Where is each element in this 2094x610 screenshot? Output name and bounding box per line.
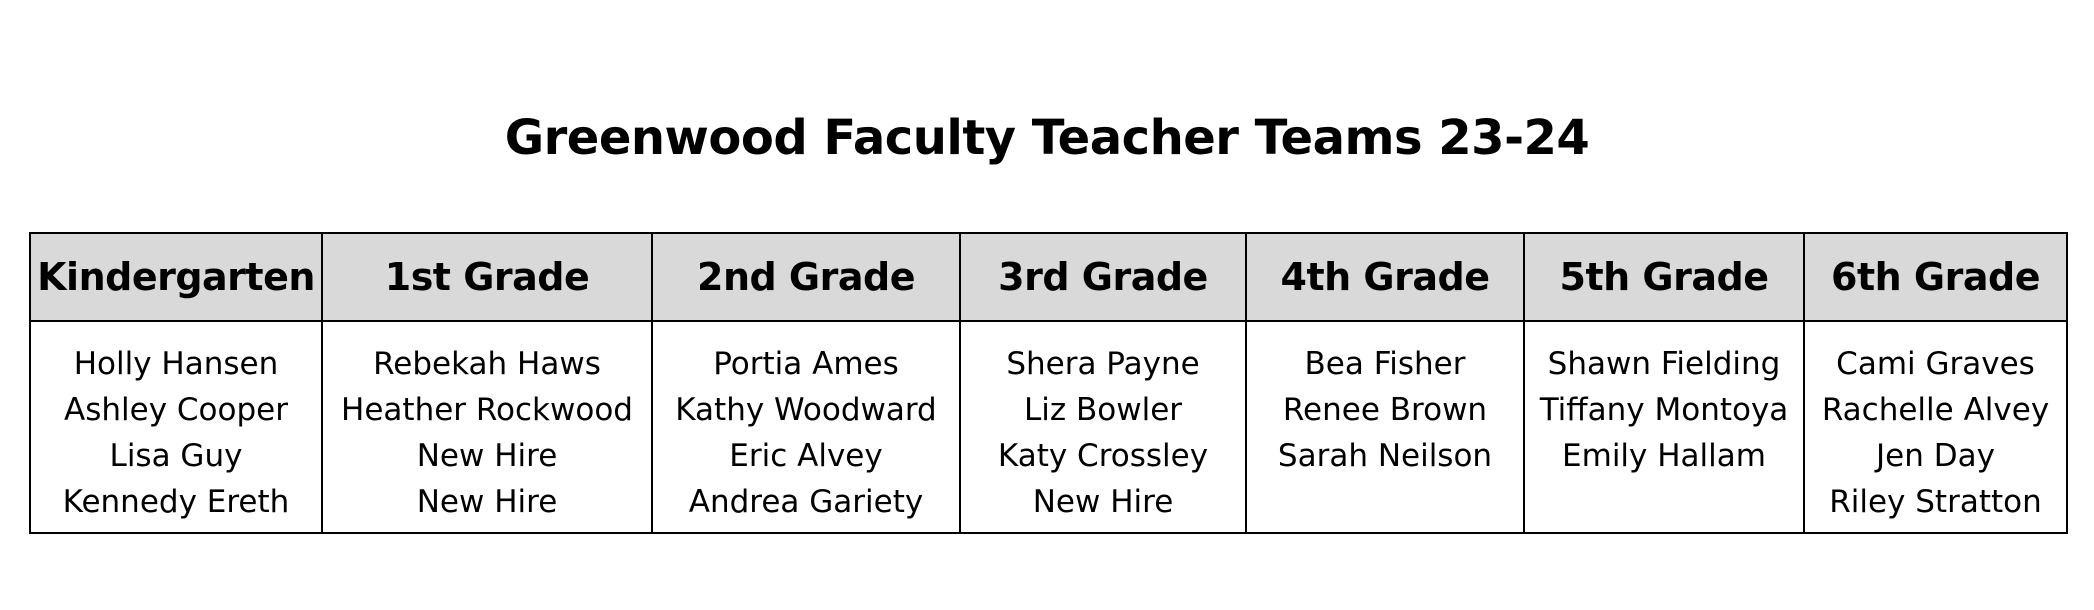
teacher-name: Andrea Gariety [688,484,924,520]
teacher-list-cell [960,321,1246,533]
teacher-list-cell [322,321,652,533]
teacher-name: Shera Payne [1006,346,1200,382]
grade-header: 2nd Grade [652,233,960,321]
teacher-name: Ashley Cooper [64,392,288,428]
teacher-name: Bea Fisher [1304,346,1466,382]
teacher-list-cell [30,321,322,533]
teachers-row [30,321,2067,533]
teacher-name: Heather Rockwood [341,392,633,428]
grade-header: 5th Grade [1524,233,1804,321]
teacher-name: New Hire [416,438,558,474]
teacher-name: Shawn Fielding [1547,346,1781,382]
teacher-name: Eric Alvey [729,438,883,474]
header-row [30,233,2067,321]
teacher-name: New Hire [1032,484,1174,520]
grade-header: 4th Grade [1246,233,1524,321]
teacher-name: Emily Hallam [1562,438,1766,474]
teacher-name: Renee Brown [1282,392,1488,428]
teacher-name: Holly Hansen [73,346,279,382]
teacher-name: New Hire [416,484,558,520]
teacher-name: Riley Stratton [1829,484,2042,520]
teacher-name: Sarah Neilson [1277,438,1493,474]
grade-header: 6th Grade [1804,233,2067,321]
teacher-list-cell [652,321,960,533]
teacher-name: Rebekah Haws [373,346,601,382]
teacher-name: Rachelle Alvey [1821,392,2050,428]
teacher-name: Cami Graves [1836,346,2035,382]
teacher-list-cell [1524,321,1804,533]
teacher-list-cell [1804,321,2067,533]
teacher-name: Katy Crossley [997,438,1209,474]
teacher-name: Kathy Woodward [675,392,937,428]
teacher-list-cell [1246,321,1524,533]
teacher-name: Jen Day [1876,438,1995,474]
page-title: Greenwood Faculty Teacher Teams 23-24 [504,110,1590,166]
teacher-name: Kennedy Ereth [62,484,290,520]
grade-header: 1st Grade [322,233,652,321]
grade-header: Kindergarten [30,233,322,321]
grade-header: 3rd Grade [960,233,1246,321]
teacher-teams-table [29,232,2068,534]
teacher-name: Portia Ames [713,346,899,382]
teacher-name: Liz Bowler [1023,392,1183,428]
teacher-name: Tiffany Montoya [1539,392,1789,428]
teacher-name: Lisa Guy [109,438,243,474]
